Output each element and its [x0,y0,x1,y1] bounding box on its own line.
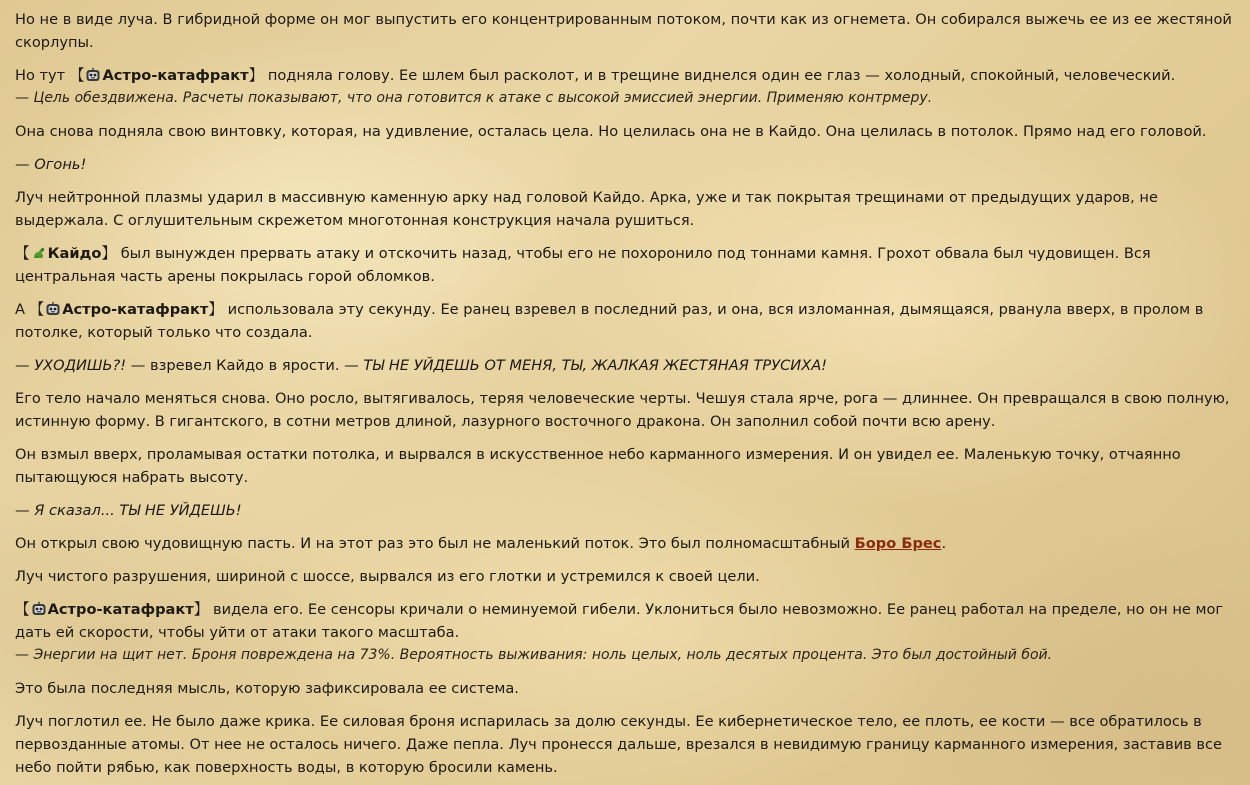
robot-face-icon [85,67,101,83]
paragraph: Луч поглотил ее. Не было даже крика. Ее силовая броня испарилась за долю секунды. Ее кибернетическое тело, ее плоть, ее кости — все обратилось в первозданные атомы. От нее не осталось ничего. Даже пепла. Луч пронесся дальше, врезался в невидимую границу карманного измерения, заставив все небо пойти рябью, как поверхность воды, в которую бросили камень. [15,713,1223,776]
dialogue-shout: — ТЫ НЕ УЙДЕШЬ ОТ МЕНЯ, ТЫ, ЖАЛКАЯ ЖЕСТЯНАЯ ТРУСИХА! [344,357,828,374]
paragraph-text: использовала эту секунду. Ее ранец взревел в последний раз, и она, вся изломанная, дымящаяся, рванула вверх, в пролом в потолке, который только что создала. [15,301,1204,341]
system-message: — Цель обездвижена. Расчеты показывают, что она готовится к атаке с высокой эмиссией энергии. Применяю контрмеру. [15,90,933,106]
paragraph [15,598,1240,667]
character-tag-astro [30,301,223,318]
system-message: — Энергии на щит нет. Броня повреждена на 73%. Вероятность выживания: ноль целых, ноль десятых процента. Это был достойный бой. [15,647,1053,663]
boro-bres-link[interactable]: Боро Брес [854,535,942,552]
paragraph: Он взмыл вверх, проламывая остатки потолка, и вырвался в искусственное небо карманного измерения. И он увидел ее. Маленькую точку, отчаянно пытающуюся набрать высоту. [15,446,1181,486]
bracket-open: 【 [15,245,30,262]
paragraph: Она снова подняла свою винтовку, которая, на удивление, осталась цела. Но целилась она не в Кайдо. Она целилась в потолок. Прямо над его головой. [15,123,1207,140]
paragraph: Его тело начало меняться снова. Оно росло, вытягивалось, теряя человеческие черты. Чешуя стала ярче, рога — длиннее. Он превращался в свою полную, истинную форму. В гигантского, в сотни метров длиной, лазурного восточного дракона. Он заполнил собой почти всю арену. [15,390,1230,430]
paragraph-text: видела его. Ее сенсоры кричали о неминуемой гибели. Уклониться было невозможно. Ее ранец работал на пределе, но он не мог дать ей скорости, чтобы уйти от атаки такого масштаба. [15,601,1224,641]
paragraph [15,354,1240,377]
bracket-open: 【 [29,301,45,318]
paragraph-text: Он открыл свою чудовищную пасть. И на этот раз это был не маленький поток. Это был полномасштабный [15,535,850,552]
paragraph [15,64,1240,110]
paragraph-text: — взревел Кайдо в ярости. [126,357,345,374]
paragraph [15,242,1240,288]
character-name: Кайдо [47,245,102,262]
bracket-close: 】 [248,67,264,84]
paragraph [15,298,1240,344]
paragraph-text: Но тут [15,67,66,84]
green-dragon-icon [31,245,47,261]
paragraph: Луч чистого разрушения, шириной с шоссе, вырвался из его глотки и устремился к своей цели. [15,568,760,585]
paragraph: Но не в виде луча. В гибридной форме он мог выпустить его концентрированным потоком, почти как из огнемета. Он собирался выжечь ее из ее жестяной скорлупы. [15,11,1232,51]
character-tag-astro [70,67,263,84]
character-name: Астро-катафракт [47,601,194,618]
paragraph-text: А [15,301,25,318]
paragraph: Это была последняя мысль, которую зафиксировала ее система. [15,680,519,697]
robot-face-icon [31,601,47,617]
bracket-close: 】 [193,601,209,618]
paragraph-text: подняла голову. Ее шлем был расколот, и в трещине виднелся один ее глаз — холодный, спокойный, человеческий. [267,67,1176,84]
robot-face-icon [45,301,61,317]
paragraph-text: . [941,535,947,552]
character-tag-kaido [15,245,116,262]
bracket-close: 】 [208,301,223,318]
character-tag-astro [15,601,208,618]
paragraph: Луч нейтронной плазмы ударил в массивную каменную арку над головой Кайдо. Арка, уже и так покрытая трещинами от предыдущих ударов, не выдержала. С оглушительным скрежетом многотонная конструкция начала рушиться. [15,189,1158,229]
character-name: Астро-катафракт [102,67,249,84]
bracket-close: 】 [101,245,117,262]
character-name: Астро-катафракт [62,301,209,318]
dialogue-line: — Огонь! [15,156,87,173]
paragraph [15,532,1240,555]
bracket-open: 【 [15,601,30,618]
bracket-open: 【 [69,67,85,84]
paragraph-text: был вынужден прервать атаку и отскочить назад, чтобы его не похоронило под тоннами камня. Грохот обвала был чудовищен. Вся центральная часть арены покрылась горой обломков. [15,245,1151,285]
dialogue-line: — Я сказал... ТЫ НЕ УЙДЕШЬ! [15,502,242,519]
dialogue-shout: — УХОДИШЬ?! [15,357,127,374]
